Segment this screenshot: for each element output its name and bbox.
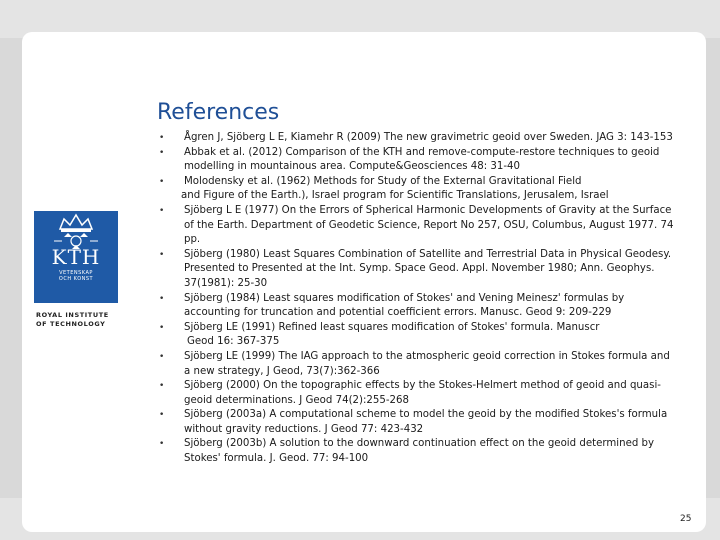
page-number: 25 <box>680 514 692 524</box>
reference-item <box>157 146 677 175</box>
reference-text: Molodensky et al. (1962) Methods for Study of the External Gravitational Field <box>184 175 582 187</box>
reference-item <box>157 204 677 248</box>
reference-text: Sjöberg (1980) Least Squares Combination of Satellite and Terrestrial Data in Physical Geodesy. Presented to Presented at the Int. Symp. Space Geod. Appl. November 1980; Ann. Geophys. 37(1981): 25-30 <box>184 248 672 289</box>
institute-name <box>36 311 126 329</box>
reference-text: Abbak et al. (2012) Comparison of the KTH and remove-compute-restore techniques to geoid modelling in mountainous area. Compute&Geosciences 48: 31-40 <box>184 146 660 173</box>
institute-line1: ROYAL INSTITUTE <box>36 311 109 319</box>
reference-continuation: and Figure of the Earth.), Israel program for Scientific Translations, Jerusalem, Israel <box>181 190 609 202</box>
reference-text: Sjöberg LE (1999) The IAG approach to the atmospheric geoid correction in Stokes formula and a new strategy, J Geod, 73(7):362-366 <box>184 350 670 377</box>
institute-line2: OF TECHNOLOGY <box>36 320 106 328</box>
bullet-icon: • <box>159 439 165 450</box>
logo-subtitle <box>34 270 118 282</box>
bullet-icon: • <box>159 293 165 304</box>
reference-item <box>157 408 677 437</box>
bullet-icon: • <box>159 176 165 187</box>
reference-text: Sjöberg (2003a) A computational scheme to model the geoid by the modified Stokes's formula without gravity reductions. J Geod 77: 423-432 <box>184 409 668 435</box>
bullet-icon: • <box>159 322 165 333</box>
bullet-icon: • <box>159 381 165 392</box>
bullet-icon: • <box>159 133 165 143</box>
reference-item <box>157 175 677 204</box>
reference-item <box>157 350 677 379</box>
page-title: References <box>157 100 280 125</box>
reference-text: Sjöberg LE (1991) Refined least squares modification of Stokes' formula. Manuscr <box>184 321 600 333</box>
reference-continuation: Geod 16: 367-375 <box>187 336 280 348</box>
logo-subtitle-line1: VETENSKAP <box>59 270 93 276</box>
reference-item <box>157 131 677 146</box>
bullet-icon: • <box>159 249 165 260</box>
reference-text: Sjöberg (2003b) A solution to the downward continuation effect on the geoid determined by Stokes' formula. J. Geod. 77: 94-100 <box>184 438 655 465</box>
reference-text: Sjöberg L E (1977) On the Errors of Spherical Harmonic Developments of Gravity at the Surface of the Earth. Department of Geodetic Science, Report No 257, OSU, Columbus, August 1977. 74 pp. <box>184 204 674 246</box>
bullet-icon: • <box>159 351 165 362</box>
reference-item <box>157 248 677 292</box>
reference-item <box>157 437 677 466</box>
reference-item <box>157 292 677 321</box>
reference-item <box>157 321 677 350</box>
reference-list <box>157 131 677 467</box>
reference-item <box>157 379 677 408</box>
reference-text: Sjöberg (1984) Least squares modification of Stokes' and Vening Meinesz' formulas by accounting for truncation and potential coefficient errors. Manusc. Geod 9: 209-229 <box>184 292 625 319</box>
bullet-icon: • <box>159 205 165 216</box>
logo-subtitle-line2: OCH KONST <box>58 276 94 282</box>
kth-logo <box>34 211 118 303</box>
bullet-icon: • <box>159 147 165 158</box>
reference-text: Sjöberg (2000) On the topographic effects by the Stokes-Helmert method of geoid and quasi-geoid determinations. J Geod 74(2):255-268 <box>184 380 661 406</box>
bullet-icon: • <box>159 410 165 421</box>
reference-text: Ågren J, Sjöberg L E, Kiamehr R (2009) The new gravimetric geoid over Sweden. JAG 3: 143-153 <box>184 132 673 143</box>
logo-letters: KTH <box>51 245 101 269</box>
